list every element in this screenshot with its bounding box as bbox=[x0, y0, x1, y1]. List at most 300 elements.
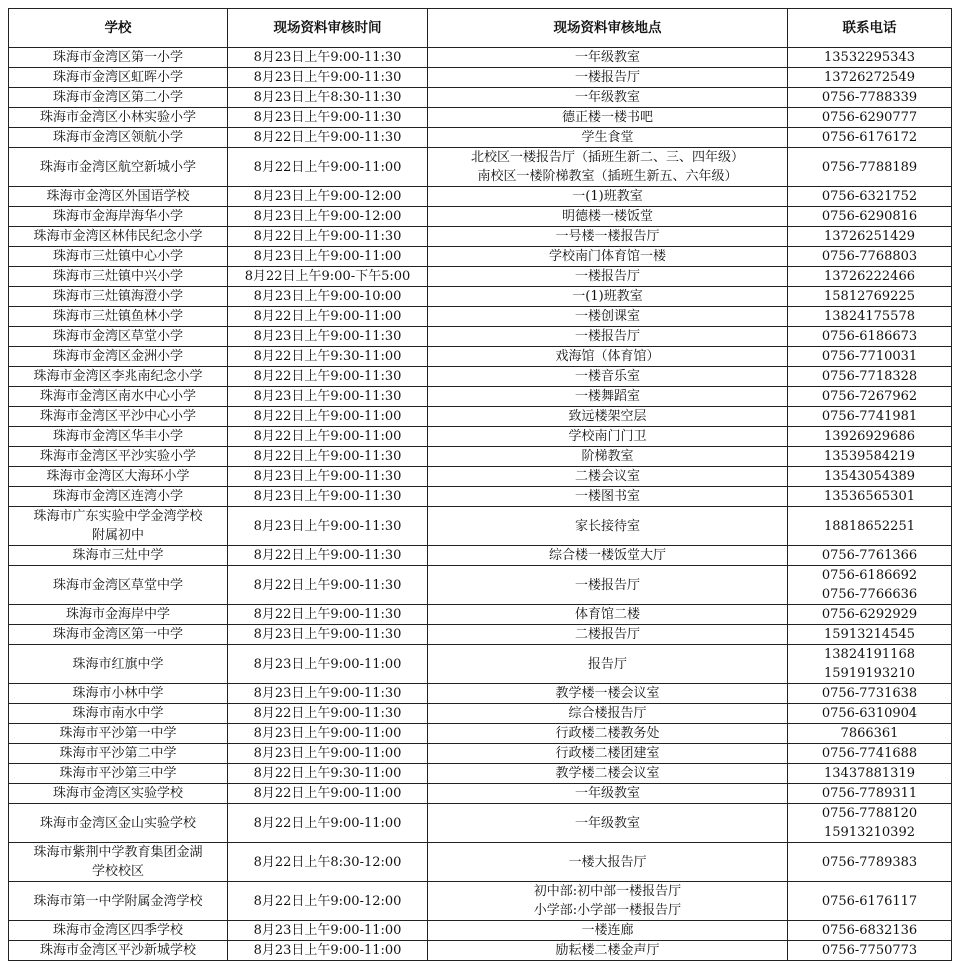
review-location-cell-line: 一(1)班教室 bbox=[572, 289, 643, 304]
table-row bbox=[9, 784, 952, 804]
review-location-cell bbox=[428, 645, 788, 684]
school-cell bbox=[9, 187, 228, 207]
review-location-cell bbox=[428, 882, 788, 921]
review-location-cell-line: 一楼报告厅 bbox=[574, 269, 640, 284]
contact-phone-cell bbox=[788, 804, 952, 843]
review-time-cell: 8月23日上午9:00-11:30 bbox=[228, 68, 428, 88]
school-cell-line: 珠海市广东实验中学金湾学校 bbox=[33, 509, 203, 524]
school-cell bbox=[9, 784, 228, 804]
contact-phone-cell bbox=[788, 207, 952, 227]
review-location-cell bbox=[428, 704, 788, 724]
review-location-cell-line: 一年级教室 bbox=[574, 50, 640, 65]
contact-phone-cell bbox=[788, 764, 952, 784]
review-time-cell: 8月22日上午9:00-11:00 bbox=[228, 148, 428, 187]
school-cell-line: 珠海市三灶镇海澄小学 bbox=[52, 289, 183, 304]
contact-phone-cell bbox=[788, 68, 952, 88]
review-time-cell: 8月23日上午9:00-11:30 bbox=[228, 507, 428, 546]
review-time-cell: 8月22日上午9:00-11:00 bbox=[228, 784, 428, 804]
contact-phone-cell-line: 13543054389 bbox=[824, 469, 915, 484]
contact-phone-cell bbox=[788, 724, 952, 744]
table-row bbox=[9, 327, 952, 347]
contact-phone-cell-line: 0756-7741981 bbox=[821, 409, 918, 424]
review-time-cell: 8月23日上午9:00-11:00 bbox=[228, 744, 428, 764]
review-location-cell-line: 行政楼二楼教务处 bbox=[555, 726, 660, 741]
review-location-cell-line: 二楼报告厅 bbox=[574, 627, 640, 642]
contact-phone-cell-line: 13824175578 bbox=[824, 309, 915, 324]
table-row bbox=[9, 507, 952, 546]
school-cell-line: 珠海市金湾区林伟民纪念小学 bbox=[33, 229, 203, 244]
contact-phone-cell-line: 0756-7761366 bbox=[821, 548, 918, 563]
review-location-cell-line: 小学部:小学部一楼报告厅 bbox=[533, 903, 682, 918]
review-time-cell: 8月23日上午9:00-11:30 bbox=[228, 625, 428, 645]
contact-phone-cell-line: 0756-7267962 bbox=[821, 389, 918, 404]
review-time-cell: 8月23日上午9:00-11:00 bbox=[228, 724, 428, 744]
review-location-cell bbox=[428, 605, 788, 625]
contact-phone-cell bbox=[788, 467, 952, 487]
contact-phone-cell-line: 18818652251 bbox=[824, 518, 915, 534]
review-location-cell bbox=[428, 387, 788, 407]
review-location-cell-line: 一楼创课室 bbox=[574, 309, 640, 324]
review-location-cell-line: 一年级教室 bbox=[574, 815, 640, 831]
review-location-cell bbox=[428, 784, 788, 804]
contact-phone-cell-line: 15913214545 bbox=[824, 627, 915, 642]
table-row bbox=[9, 684, 952, 704]
contact-phone-cell-line: 0756-7750773 bbox=[821, 943, 918, 958]
school-cell bbox=[9, 367, 228, 387]
school-cell-line: 珠海市小林中学 bbox=[72, 686, 164, 701]
review-location-cell-line: 一(1)班教室 bbox=[572, 189, 643, 204]
contact-phone-cell bbox=[788, 227, 952, 247]
review-location-cell bbox=[428, 764, 788, 784]
review-location-cell-line: 南校区一楼阶梯教室（插班生新五、六年级） bbox=[477, 169, 738, 184]
contact-phone-cell-line: 0756-7741688 bbox=[821, 746, 918, 761]
school-cell bbox=[9, 724, 228, 744]
review-location-cell-line: 阶梯教室 bbox=[581, 449, 634, 464]
school-cell bbox=[9, 546, 228, 566]
school-cell bbox=[9, 108, 228, 128]
contact-phone-cell-line: 0756-7788189 bbox=[821, 159, 918, 175]
review-location-cell-line: 一楼报告厅 bbox=[574, 329, 640, 344]
school-cell-line: 珠海市金湾区华丰小学 bbox=[52, 429, 183, 444]
review-location-cell-line: 家长接待室 bbox=[574, 518, 640, 534]
contact-phone-cell-line: 0756-6832136 bbox=[821, 923, 918, 938]
review-location-cell bbox=[428, 744, 788, 764]
review-time-cell: 8月22日上午9:00-11:00 bbox=[228, 407, 428, 427]
contact-phone-cell-line: 0756-7789311 bbox=[821, 786, 918, 801]
contact-phone-cell-line: 0756-6290777 bbox=[821, 110, 918, 125]
table-row bbox=[9, 247, 952, 267]
contact-phone-cell bbox=[788, 148, 952, 187]
contact-phone-cell bbox=[788, 684, 952, 704]
school-cell bbox=[9, 88, 228, 108]
review-time-cell: 8月22日上午9:30-11:00 bbox=[228, 764, 428, 784]
contact-phone-cell-line: 13726222466 bbox=[824, 269, 915, 284]
review-time-cell: 8月22日上午9:00-11:30 bbox=[228, 227, 428, 247]
contact-phone-cell bbox=[788, 625, 952, 645]
header-row bbox=[9, 9, 952, 48]
contact-phone-cell bbox=[788, 347, 952, 367]
review-time-cell: 8月23日上午9:00-11:30 bbox=[228, 48, 428, 68]
table-row bbox=[9, 764, 952, 784]
table-row bbox=[9, 744, 952, 764]
contact-phone-cell-line: 13926929686 bbox=[824, 429, 915, 444]
school-cell-line: 珠海市金湾区连湾小学 bbox=[52, 489, 183, 504]
contact-phone-cell-line: 13824191168 bbox=[824, 647, 915, 662]
school-cell-line: 珠海市三灶中学 bbox=[72, 548, 164, 563]
review-time-cell: 8月22日上午9:00-11:30 bbox=[228, 447, 428, 467]
table-row bbox=[9, 108, 952, 128]
contact-phone-cell bbox=[788, 487, 952, 507]
table-row bbox=[9, 487, 952, 507]
school-cell-line: 珠海市金湾区第二小学 bbox=[52, 90, 183, 105]
contact-phone-cell bbox=[788, 287, 952, 307]
contact-phone-cell-line: 0756-6186692 bbox=[821, 568, 918, 583]
review-location-cell-line: 德正楼一楼书吧 bbox=[561, 110, 653, 125]
school-cell-line: 珠海市金海岸中学 bbox=[65, 607, 170, 622]
contact-phone-cell-line: 7866361 bbox=[840, 726, 899, 741]
table-row bbox=[9, 921, 952, 941]
school-cell-line: 珠海市金海岸海华小学 bbox=[52, 209, 183, 224]
review-location-cell-line: 报告厅 bbox=[587, 656, 627, 672]
school-cell bbox=[9, 625, 228, 645]
school-cell-line: 珠海市金湾区平沙新城学校 bbox=[39, 943, 196, 958]
review-location-cell bbox=[428, 407, 788, 427]
header-review-time: 现场资料审核时间 bbox=[228, 9, 428, 48]
table-row bbox=[9, 267, 952, 287]
review-location-cell-line: 学生食堂 bbox=[581, 130, 634, 145]
contact-phone-cell-line: 0756-6310904 bbox=[821, 706, 918, 721]
school-cell-line: 珠海市金湾区南水中心小学 bbox=[39, 389, 196, 404]
contact-phone-cell-line: 13536565301 bbox=[824, 489, 915, 504]
contact-phone-cell bbox=[788, 645, 952, 684]
table-body bbox=[9, 48, 952, 961]
review-location-cell bbox=[428, 187, 788, 207]
table-row bbox=[9, 68, 952, 88]
table-row bbox=[9, 645, 952, 684]
school-cell-line: 附属初中 bbox=[91, 528, 144, 543]
school-cell bbox=[9, 148, 228, 187]
school-cell bbox=[9, 227, 228, 247]
review-time-cell: 8月23日上午9:00-11:30 bbox=[228, 387, 428, 407]
contact-phone-cell bbox=[788, 327, 952, 347]
table-row bbox=[9, 207, 952, 227]
contact-phone-cell bbox=[788, 267, 952, 287]
review-location-cell bbox=[428, 267, 788, 287]
review-time-cell: 8月23日上午9:00-11:30 bbox=[228, 684, 428, 704]
review-time-cell: 8月23日上午9:00-11:30 bbox=[228, 108, 428, 128]
review-location-cell-line: 一楼大报告厅 bbox=[568, 854, 647, 870]
review-location-cell-line: 一号楼一楼报告厅 bbox=[555, 229, 660, 244]
contact-phone-cell-line: 0756-6292929 bbox=[821, 607, 918, 622]
review-location-cell bbox=[428, 843, 788, 882]
review-location-cell bbox=[428, 625, 788, 645]
review-time-cell: 8月22日上午9:00-11:30 bbox=[228, 128, 428, 148]
review-location-cell bbox=[428, 447, 788, 467]
table-row bbox=[9, 427, 952, 447]
school-cell bbox=[9, 645, 228, 684]
school-cell-line: 珠海市平沙第二中学 bbox=[59, 746, 177, 761]
school-cell-line: 珠海市金湾区平沙实验小学 bbox=[39, 449, 196, 464]
table-row bbox=[9, 724, 952, 744]
contact-phone-cell bbox=[788, 744, 952, 764]
review-time-cell: 8月22日上午9:00-11:00 bbox=[228, 804, 428, 843]
school-cell bbox=[9, 68, 228, 88]
contact-phone-cell bbox=[788, 605, 952, 625]
review-location-cell-line: 综合楼报告厅 bbox=[568, 706, 647, 721]
table-row bbox=[9, 407, 952, 427]
review-location-cell-line: 二楼会议室 bbox=[574, 469, 640, 484]
table-row bbox=[9, 367, 952, 387]
review-location-cell bbox=[428, 227, 788, 247]
contact-phone-cell bbox=[788, 882, 952, 921]
school-cell bbox=[9, 704, 228, 724]
contact-phone-cell-line: 15913210392 bbox=[824, 825, 915, 840]
review-location-cell bbox=[428, 427, 788, 447]
school-cell bbox=[9, 882, 228, 921]
contact-phone-cell-line: 0756-7788120 bbox=[821, 806, 918, 821]
table-row bbox=[9, 704, 952, 724]
contact-phone-cell-line: 0756-7718328 bbox=[821, 369, 918, 384]
review-time-cell: 8月22日上午9:00-11:00 bbox=[228, 307, 428, 327]
table-row bbox=[9, 148, 952, 187]
contact-phone-cell bbox=[788, 546, 952, 566]
table-row bbox=[9, 347, 952, 367]
school-cell-line: 珠海市金湾区大海环小学 bbox=[46, 469, 190, 484]
review-location-cell-line: 戏海馆（体育馆） bbox=[555, 349, 660, 364]
review-time-cell: 8月23日上午9:00-11:30 bbox=[228, 487, 428, 507]
header-school: 学校 bbox=[9, 9, 228, 48]
review-time-cell: 8月22日上午9:00-下午5:00 bbox=[228, 267, 428, 287]
school-cell bbox=[9, 843, 228, 882]
contact-phone-cell bbox=[788, 704, 952, 724]
review-location-cell-line: 教学楼二楼会议室 bbox=[555, 766, 660, 781]
contact-phone-cell-line: 13726251429 bbox=[824, 229, 915, 244]
review-location-cell-line: 一楼报告厅 bbox=[574, 577, 640, 593]
review-location-cell bbox=[428, 247, 788, 267]
school-cell-line: 珠海市金湾区实验学校 bbox=[52, 786, 183, 801]
table-row bbox=[9, 882, 952, 921]
contact-phone-cell bbox=[788, 921, 952, 941]
review-location-cell-line: 一年级教室 bbox=[574, 786, 640, 801]
contact-phone-cell-line: 0756-6290816 bbox=[821, 209, 918, 224]
review-schedule-table bbox=[8, 8, 952, 961]
school-cell bbox=[9, 566, 228, 605]
contact-phone-cell bbox=[788, 48, 952, 68]
review-time-cell: 8月22日上午9:00-11:30 bbox=[228, 605, 428, 625]
contact-phone-cell bbox=[788, 88, 952, 108]
contact-phone-cell-line: 0756-7768803 bbox=[821, 249, 918, 264]
review-location-cell-line: 一楼图书室 bbox=[574, 489, 640, 504]
review-location-cell bbox=[428, 108, 788, 128]
school-cell bbox=[9, 764, 228, 784]
school-cell bbox=[9, 207, 228, 227]
table-row bbox=[9, 566, 952, 605]
review-location-cell bbox=[428, 307, 788, 327]
review-location-cell-line: 行政楼二楼团建室 bbox=[555, 746, 660, 761]
review-time-cell: 8月23日上午9:00-12:00 bbox=[228, 187, 428, 207]
table-row bbox=[9, 128, 952, 148]
review-location-cell bbox=[428, 347, 788, 367]
review-time-cell: 8月23日上午9:00-11:00 bbox=[228, 921, 428, 941]
contact-phone-cell-line: 0756-7731638 bbox=[821, 686, 918, 701]
school-cell bbox=[9, 605, 228, 625]
school-cell-line: 珠海市南水中学 bbox=[72, 706, 164, 721]
review-time-cell: 8月23日上午9:00-11:30 bbox=[228, 327, 428, 347]
contact-phone-cell-line: 0756-6176172 bbox=[821, 130, 918, 145]
school-cell bbox=[9, 407, 228, 427]
school-cell-line: 珠海市金湾区李兆南纪念小学 bbox=[33, 369, 203, 384]
school-cell-line: 珠海市金湾区航空新城小学 bbox=[39, 159, 196, 175]
review-location-cell bbox=[428, 68, 788, 88]
school-cell-line: 珠海市三灶镇中兴小学 bbox=[52, 269, 183, 284]
table-row bbox=[9, 804, 952, 843]
school-cell-line: 珠海市金湾区小林实验小学 bbox=[39, 110, 196, 125]
school-cell-line: 学校校区 bbox=[91, 864, 144, 879]
school-cell-line: 珠海市三灶镇鱼林小学 bbox=[52, 309, 183, 324]
review-location-cell bbox=[428, 48, 788, 68]
school-cell bbox=[9, 347, 228, 367]
review-location-cell bbox=[428, 128, 788, 148]
review-time-cell: 8月22日上午9:00-11:30 bbox=[228, 704, 428, 724]
school-cell-line: 珠海市金湾区金山实验学校 bbox=[39, 815, 196, 831]
table-row bbox=[9, 467, 952, 487]
contact-phone-cell-line: 13726272549 bbox=[824, 70, 915, 85]
review-time-cell: 8月22日上午9:00-11:00 bbox=[228, 427, 428, 447]
review-time-cell: 8月22日上午9:00-11:30 bbox=[228, 546, 428, 566]
school-cell bbox=[9, 327, 228, 347]
table-row bbox=[9, 88, 952, 108]
review-location-cell bbox=[428, 287, 788, 307]
school-cell-line: 珠海市三灶镇中心小学 bbox=[52, 249, 183, 264]
review-location-cell bbox=[428, 88, 788, 108]
school-cell bbox=[9, 387, 228, 407]
school-cell bbox=[9, 48, 228, 68]
school-cell bbox=[9, 941, 228, 961]
school-cell bbox=[9, 467, 228, 487]
school-cell-line: 珠海市金湾区虹晖小学 bbox=[52, 70, 183, 85]
school-cell-line: 珠海市金湾区草堂中学 bbox=[52, 577, 183, 593]
school-cell-line: 珠海市金湾区领航小学 bbox=[52, 130, 183, 145]
school-cell bbox=[9, 921, 228, 941]
review-time-cell: 8月23日上午9:00-11:00 bbox=[228, 247, 428, 267]
review-time-cell: 8月22日上午9:30-11:00 bbox=[228, 347, 428, 367]
school-cell-line: 珠海市金湾区金洲小学 bbox=[52, 349, 183, 364]
school-cell-line: 珠海市金湾区第一小学 bbox=[52, 50, 183, 65]
review-location-cell bbox=[428, 367, 788, 387]
review-location-cell-line: 体育馆二楼 bbox=[574, 607, 640, 622]
review-location-cell-line: 北校区一楼报告厅（插班生新二、三、四年级） bbox=[470, 150, 744, 165]
header-review-location: 现场资料审核地点 bbox=[428, 9, 788, 48]
review-location-cell-line: 教学楼一楼会议室 bbox=[555, 686, 660, 701]
school-cell bbox=[9, 684, 228, 704]
review-location-cell-line: 初中部:初中部一楼报告厅 bbox=[533, 884, 682, 899]
review-location-cell bbox=[428, 724, 788, 744]
review-location-cell bbox=[428, 546, 788, 566]
school-cell-line: 珠海市紫荆中学教育集团金湖 bbox=[33, 845, 203, 860]
contact-phone-cell bbox=[788, 407, 952, 427]
contact-phone-cell bbox=[788, 566, 952, 605]
review-time-cell: 8月23日上午9:00-11:00 bbox=[228, 941, 428, 961]
table-row bbox=[9, 187, 952, 207]
school-cell bbox=[9, 128, 228, 148]
contact-phone-cell bbox=[788, 784, 952, 804]
schedule-sheet bbox=[8, 8, 951, 961]
review-location-cell bbox=[428, 148, 788, 187]
school-cell bbox=[9, 427, 228, 447]
review-location-cell bbox=[428, 467, 788, 487]
review-location-cell bbox=[428, 941, 788, 961]
contact-phone-cell bbox=[788, 247, 952, 267]
review-location-cell-line: 励耘楼二楼金声厅 bbox=[555, 943, 660, 958]
review-time-cell: 8月22日上午9:00-11:30 bbox=[228, 367, 428, 387]
contact-phone-cell-line: 0756-7710031 bbox=[821, 349, 918, 364]
review-time-cell: 8月23日上午9:00-11:00 bbox=[228, 645, 428, 684]
contact-phone-cell bbox=[788, 128, 952, 148]
contact-phone-cell bbox=[788, 447, 952, 467]
contact-phone-cell-line: 0756-7789383 bbox=[821, 854, 918, 870]
review-location-cell bbox=[428, 684, 788, 704]
review-location-cell-line: 学校南门门卫 bbox=[568, 429, 647, 444]
review-location-cell bbox=[428, 507, 788, 546]
contact-phone-cell-line: 0756-6176117 bbox=[821, 893, 918, 909]
school-cell bbox=[9, 744, 228, 764]
contact-phone-cell bbox=[788, 187, 952, 207]
school-cell bbox=[9, 447, 228, 467]
contact-phone-cell bbox=[788, 108, 952, 128]
review-location-cell-line: 一年级教室 bbox=[574, 90, 640, 105]
review-location-cell-line: 综合楼一楼饭堂大厅 bbox=[548, 548, 666, 563]
school-cell bbox=[9, 307, 228, 327]
table-row bbox=[9, 227, 952, 247]
review-time-cell: 8月22日上午9:00-12:00 bbox=[228, 882, 428, 921]
contact-phone-cell bbox=[788, 367, 952, 387]
contact-phone-cell bbox=[788, 843, 952, 882]
review-location-cell bbox=[428, 804, 788, 843]
contact-phone-cell-line: 13539584219 bbox=[824, 449, 915, 464]
school-cell bbox=[9, 287, 228, 307]
review-location-cell-line: 致远楼架空层 bbox=[568, 409, 647, 424]
table-row bbox=[9, 48, 952, 68]
school-cell-line: 珠海市平沙第一中学 bbox=[59, 726, 177, 741]
contact-phone-cell bbox=[788, 307, 952, 327]
review-time-cell: 8月23日上午9:00-12:00 bbox=[228, 207, 428, 227]
contact-phone-cell-line: 15812769225 bbox=[824, 289, 915, 304]
table-row bbox=[9, 546, 952, 566]
school-cell-line: 珠海市平沙第三中学 bbox=[59, 766, 177, 781]
table-row bbox=[9, 387, 952, 407]
review-location-cell bbox=[428, 207, 788, 227]
review-time-cell: 8月22日上午9:00-11:30 bbox=[228, 566, 428, 605]
review-location-cell-line: 一楼音乐室 bbox=[574, 369, 640, 384]
contact-phone-cell-line: 13437881319 bbox=[824, 766, 915, 781]
contact-phone-cell-line: 0756-6186673 bbox=[821, 329, 918, 344]
school-cell-line: 珠海市金湾区第一中学 bbox=[52, 627, 183, 642]
table-row bbox=[9, 843, 952, 882]
school-cell-line: 珠海市红旗中学 bbox=[72, 656, 164, 672]
school-cell-line: 珠海市金湾区草堂小学 bbox=[52, 329, 183, 344]
review-location-cell bbox=[428, 487, 788, 507]
review-time-cell: 8月23日上午9:00-10:00 bbox=[228, 287, 428, 307]
school-cell-line: 珠海市第一中学附属金湾学校 bbox=[33, 893, 203, 909]
contact-phone-cell-line: 13532295343 bbox=[824, 50, 915, 65]
review-location-cell-line: 一楼连廊 bbox=[581, 923, 634, 938]
review-location-cell-line: 学校南门体育馆一楼 bbox=[548, 249, 666, 264]
contact-phone-cell-line: 15919193210 bbox=[824, 666, 915, 681]
school-cell bbox=[9, 487, 228, 507]
school-cell-line: 珠海市金湾区四季学校 bbox=[52, 923, 183, 938]
school-cell bbox=[9, 507, 228, 546]
school-cell-line: 珠海市金湾区平沙中心小学 bbox=[39, 409, 196, 424]
